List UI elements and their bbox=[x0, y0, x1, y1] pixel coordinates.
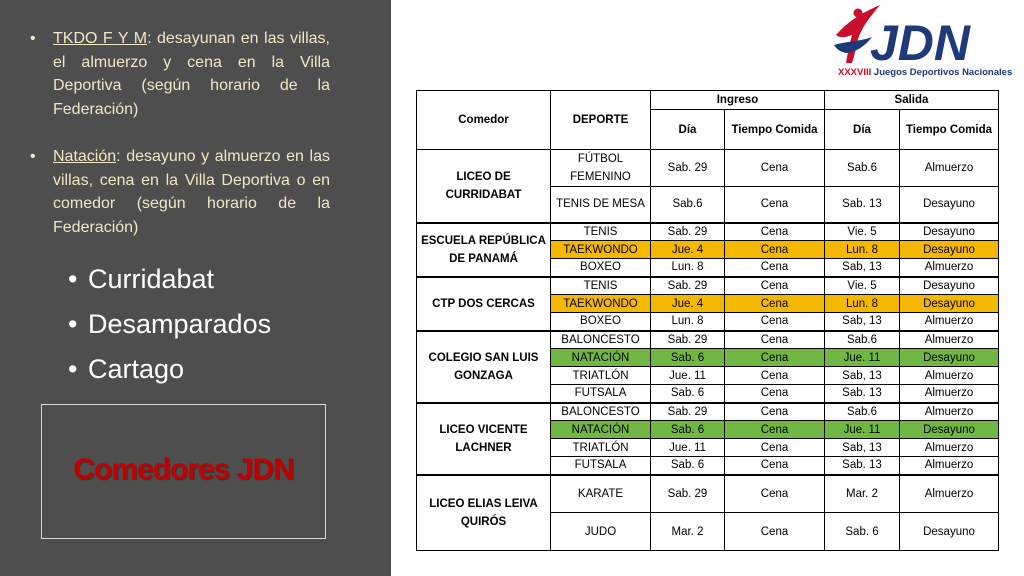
cell-ingreso-tiempo: Cena bbox=[725, 513, 825, 551]
meal-schedule-table bbox=[416, 90, 999, 551]
header-deporte: DEPORTE bbox=[551, 91, 651, 150]
cell-comedor: LICEO ELIAS LEIVA QUIRÓS bbox=[417, 475, 551, 551]
cell-deporte: TENIS bbox=[551, 223, 651, 241]
header-comedor: Comedor bbox=[417, 91, 551, 150]
cell-salida-tiempo: Almuerzo bbox=[900, 150, 999, 187]
table-row bbox=[417, 403, 999, 421]
cell-ingreso-tiempo: Cena bbox=[725, 150, 825, 187]
city-item bbox=[68, 308, 271, 340]
cell-deporte: TAEKWONDO bbox=[551, 241, 651, 259]
bullet-dot: • bbox=[68, 309, 78, 339]
city-item bbox=[68, 263, 214, 295]
cell-ingreso-dia: Sab. 29 bbox=[651, 475, 725, 513]
table-row bbox=[417, 331, 999, 349]
cell-deporte: TRIATLÓN bbox=[551, 367, 651, 385]
cell-comedor: LICEO VICENTE LACHNER bbox=[417, 403, 551, 475]
header-salida-tiempo: Tiempo Comida bbox=[900, 110, 999, 150]
cell-comedor: COLEGIO SAN LUIS GONZAGA bbox=[417, 331, 551, 403]
cell-ingreso-tiempo: Cena bbox=[725, 439, 825, 457]
table-row bbox=[417, 277, 999, 295]
note-natacion bbox=[30, 145, 330, 239]
cell-deporte: BALONCESTO bbox=[551, 403, 651, 421]
cell-salida-dia: Lun. 8 bbox=[825, 295, 900, 313]
city-label: Curridabat bbox=[88, 264, 215, 294]
cell-salida-tiempo: Almuerzo bbox=[900, 313, 999, 331]
cell-salida-dia: Sab, 13 bbox=[825, 439, 900, 457]
note-natacion-text: : desayuno y almuerzo en las villas, cena en la Villa Deportiva o en comedor (según horario de la Federación) bbox=[53, 148, 330, 236]
title-box bbox=[41, 404, 326, 539]
header-ingreso-tiempo: Tiempo Comida bbox=[725, 110, 825, 150]
cell-ingreso-dia: Sab.6 bbox=[651, 187, 725, 223]
bullet-dot: • bbox=[68, 354, 78, 384]
cell-ingreso-dia: Lun. 8 bbox=[651, 259, 725, 277]
cell-salida-dia: Mar. 2 bbox=[825, 475, 900, 513]
cell-comedor: CTP DOS CERCAS bbox=[417, 277, 551, 331]
cell-salida-dia: Sab, 13 bbox=[825, 367, 900, 385]
cell-salida-dia: Sab, 13 bbox=[825, 313, 900, 331]
cell-ingreso-dia: Sab. 6 bbox=[651, 385, 725, 403]
cell-ingreso-tiempo: Cena bbox=[725, 187, 825, 223]
cell-salida-tiempo: Desayuno bbox=[900, 295, 999, 313]
cell-salida-dia: Lun. 8 bbox=[825, 241, 900, 259]
cell-comedor: LICEO DE CURRIDABAT bbox=[417, 150, 551, 223]
cell-salida-tiempo: Desayuno bbox=[900, 277, 999, 295]
cell-salida-tiempo: Desayuno bbox=[900, 349, 999, 367]
cell-deporte: TAEKWONDO bbox=[551, 295, 651, 313]
cell-ingreso-dia: Jue. 11 bbox=[651, 439, 725, 457]
cell-salida-tiempo: Almuerzo bbox=[900, 331, 999, 349]
cell-ingreso-dia: Sab. 6 bbox=[651, 349, 725, 367]
cell-ingreso-tiempo: Cena bbox=[725, 313, 825, 331]
cell-salida-tiempo: Almuerzo bbox=[900, 259, 999, 277]
cell-ingreso-tiempo: Cena bbox=[725, 241, 825, 259]
cell-ingreso-dia: Sab. 6 bbox=[651, 457, 725, 475]
cell-salida-tiempo: Almuerzo bbox=[900, 367, 999, 385]
note-tkdo bbox=[30, 27, 330, 121]
cell-deporte: BALONCESTO bbox=[551, 331, 651, 349]
cell-deporte: FÚTBOL FEMENINO bbox=[551, 150, 651, 187]
cell-salida-dia: Sab. 6 bbox=[825, 513, 900, 551]
cell-ingreso-tiempo: Cena bbox=[725, 259, 825, 277]
cell-deporte: BOXEO bbox=[551, 313, 651, 331]
cell-salida-tiempo: Desayuno bbox=[900, 187, 999, 223]
cell-ingreso-tiempo: Cena bbox=[725, 457, 825, 475]
header-salida-dia: Día bbox=[825, 110, 900, 150]
cell-ingreso-dia: Sab. 29 bbox=[651, 150, 725, 187]
cell-ingreso-tiempo: Cena bbox=[725, 421, 825, 439]
city-label: Desamparados bbox=[88, 309, 272, 339]
cell-ingreso-tiempo: Cena bbox=[725, 223, 825, 241]
cell-salida-dia: Jue. 11 bbox=[825, 349, 900, 367]
header-ingreso-dia: Día bbox=[651, 110, 725, 150]
cell-ingreso-dia: Mar. 2 bbox=[651, 513, 725, 551]
bullet-dot: • bbox=[30, 30, 36, 47]
cell-salida-tiempo: Desayuno bbox=[900, 223, 999, 241]
cell-ingreso-dia: Sab. 29 bbox=[651, 331, 725, 349]
cell-salida-tiempo: Desayuno bbox=[900, 241, 999, 259]
city-item bbox=[68, 353, 184, 385]
cell-salida-dia: Sab. 13 bbox=[825, 457, 900, 475]
cell-deporte: TRIATLÓN bbox=[551, 439, 651, 457]
left-panel bbox=[0, 0, 391, 576]
cell-salida-tiempo: Almuerzo bbox=[900, 475, 999, 513]
table-row bbox=[417, 150, 999, 187]
table-row bbox=[417, 475, 999, 513]
cell-deporte: NATACIÓN bbox=[551, 421, 651, 439]
jdn-logo-mark bbox=[832, 5, 1004, 67]
note-tkdo-text: : desayunan en las villas, el almuerzo y cena en la Villa Deportiva (según horario de la Federación) bbox=[53, 30, 330, 118]
cell-deporte: NATACIÓN bbox=[551, 349, 651, 367]
city-label: Cartago bbox=[88, 354, 185, 384]
logo-text: JDN bbox=[870, 15, 971, 67]
cell-deporte: BOXEO bbox=[551, 259, 651, 277]
cell-ingreso-tiempo: Cena bbox=[725, 295, 825, 313]
cell-deporte: KARATE bbox=[551, 475, 651, 513]
cell-deporte: JUDO bbox=[551, 513, 651, 551]
cell-ingreso-tiempo: Cena bbox=[725, 277, 825, 295]
cell-salida-dia: Sab, 13 bbox=[825, 259, 900, 277]
logo-subtitle: XXXVIII Juegos Deportivos Nacionales bbox=[838, 67, 1013, 78]
cell-salida-dia: Jue. 11 bbox=[825, 421, 900, 439]
cell-deporte: FUTSALA bbox=[551, 385, 651, 403]
header-salida: Salida bbox=[825, 91, 999, 110]
cell-ingreso-tiempo: Cena bbox=[725, 331, 825, 349]
cell-ingreso-dia: Sab. 29 bbox=[651, 277, 725, 295]
cell-salida-dia: Sab.6 bbox=[825, 403, 900, 421]
cell-salida-dia: Vie. 5 bbox=[825, 277, 900, 295]
cell-ingreso-dia: Sab. 29 bbox=[651, 223, 725, 241]
cell-deporte: TENIS DE MESA bbox=[551, 187, 651, 223]
cell-ingreso-dia: Jue. 4 bbox=[651, 295, 725, 313]
cell-ingreso-tiempo: Cena bbox=[725, 349, 825, 367]
cell-ingreso-tiempo: Cena bbox=[725, 475, 825, 513]
cell-salida-tiempo: Desayuno bbox=[900, 513, 999, 551]
cell-salida-tiempo: Almuerzo bbox=[900, 439, 999, 457]
cell-deporte: FUTSALA bbox=[551, 457, 651, 475]
cell-salida-tiempo: Desayuno bbox=[900, 421, 999, 439]
cell-salida-dia: Sab.6 bbox=[825, 150, 900, 187]
cell-deporte: TENIS bbox=[551, 277, 651, 295]
bullet-dot: • bbox=[68, 264, 78, 294]
cell-salida-dia: Sab.6 bbox=[825, 331, 900, 349]
cell-comedor: ESCUELA REPÚBLICA DE PANAMÁ bbox=[417, 223, 551, 277]
slide-title: Comedores JDN bbox=[73, 453, 294, 486]
cell-salida-tiempo: Almuerzo bbox=[900, 457, 999, 475]
cell-ingreso-dia: Lun. 8 bbox=[651, 313, 725, 331]
cell-salida-dia: Sab. 13 bbox=[825, 187, 900, 223]
cell-salida-tiempo: Almuerzo bbox=[900, 403, 999, 421]
cell-ingreso-dia: Jue. 11 bbox=[651, 367, 725, 385]
cell-ingreso-tiempo: Cena bbox=[725, 367, 825, 385]
cell-ingreso-dia: Jue. 4 bbox=[651, 241, 725, 259]
cell-ingreso-tiempo: Cena bbox=[725, 385, 825, 403]
cell-ingreso-dia: Sab. 29 bbox=[651, 403, 725, 421]
table-body bbox=[417, 150, 999, 551]
cell-ingreso-tiempo: Cena bbox=[725, 403, 825, 421]
cell-ingreso-dia: Sab. 6 bbox=[651, 421, 725, 439]
cell-salida-dia: Sab. 13 bbox=[825, 385, 900, 403]
note-tkdo-label: TKDO F Y M bbox=[53, 30, 148, 47]
cell-salida-tiempo: Almuerzo bbox=[900, 385, 999, 403]
note-natacion-label: Natación bbox=[53, 148, 117, 165]
table-row bbox=[417, 223, 999, 241]
jdn-logo bbox=[832, 5, 1013, 85]
bullet-dot: • bbox=[30, 148, 36, 165]
cell-salida-dia: Vie. 5 bbox=[825, 223, 900, 241]
header-ingreso: Ingreso bbox=[651, 91, 825, 110]
